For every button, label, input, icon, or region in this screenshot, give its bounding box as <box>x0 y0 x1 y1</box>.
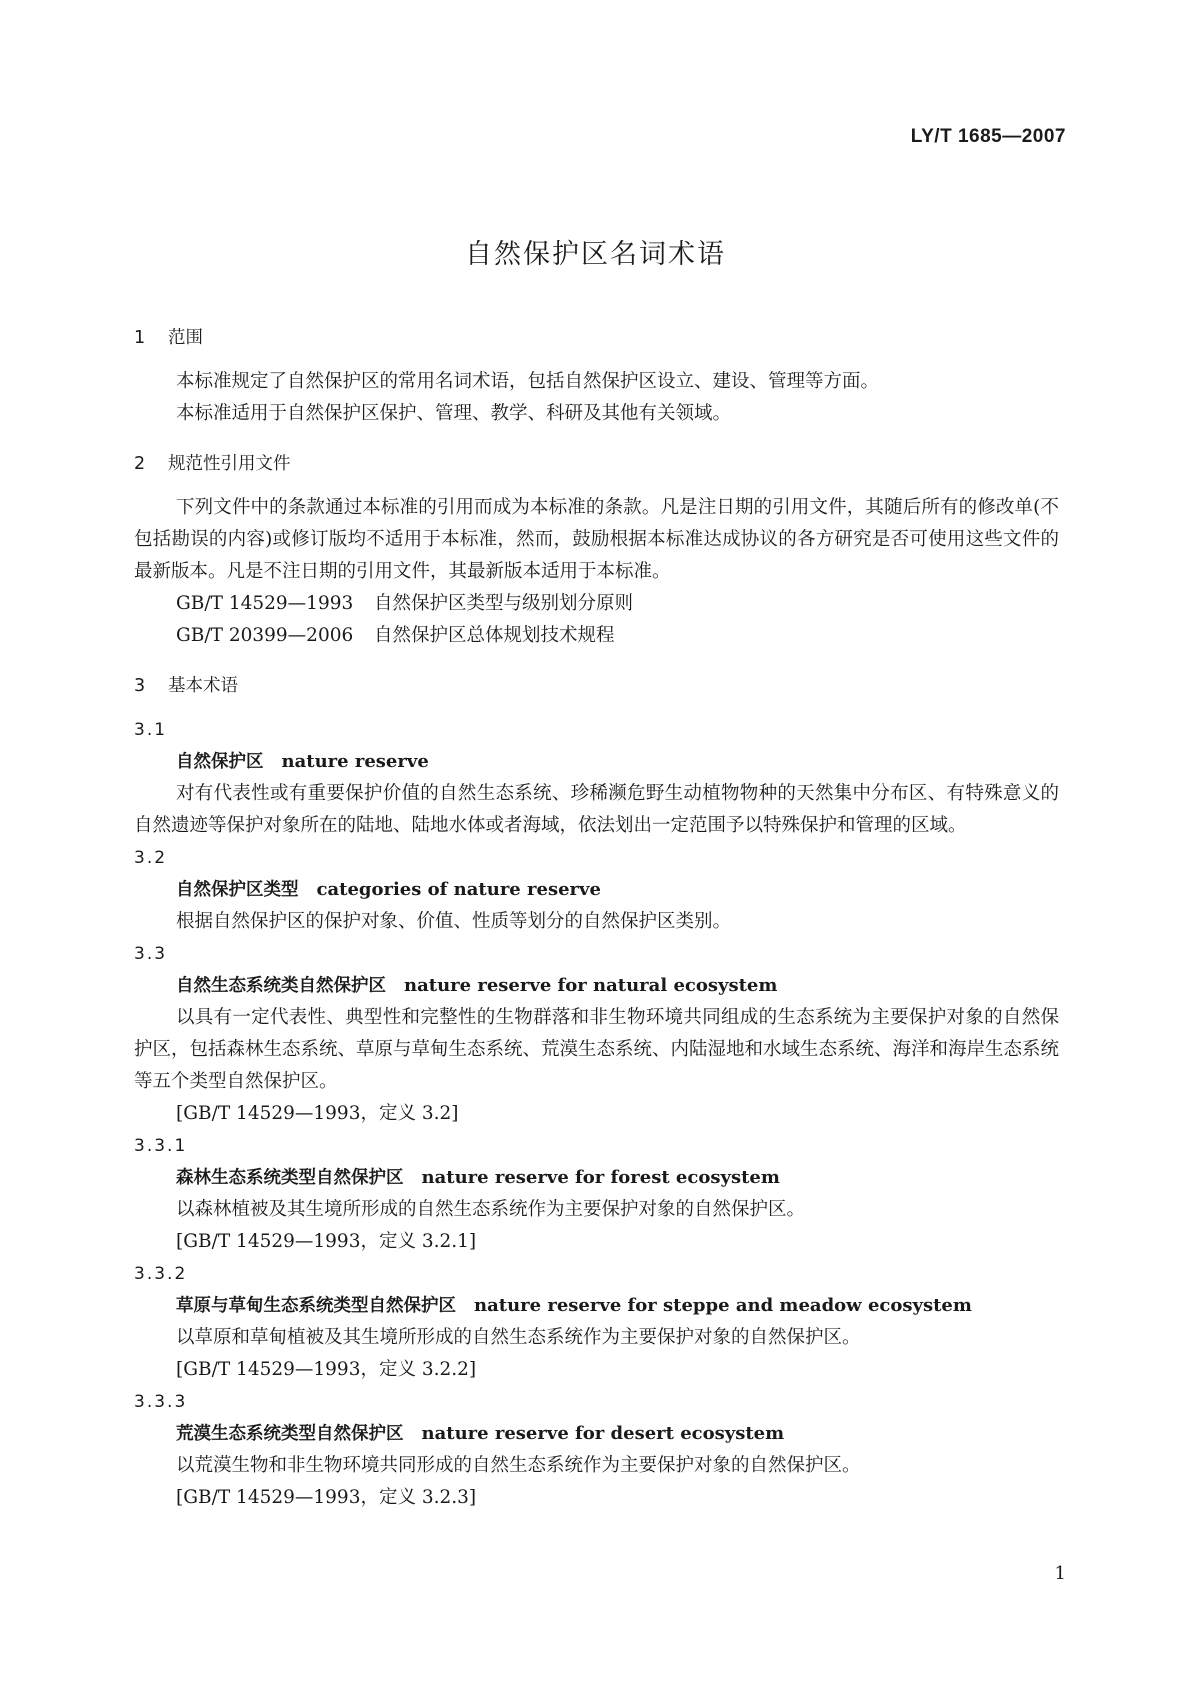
reference-item <box>134 588 1059 620</box>
term-english: nature reserve for desert ecosystem <box>421 1423 785 1444</box>
section-title: 规范性引用文件 <box>168 454 291 474</box>
reference-title: 自然保护区类型与级别划分原则 <box>374 593 634 614</box>
term-definition: 根据自然保护区的保护对象、价值、性质等划分的自然保护区类别。 <box>176 911 732 932</box>
page-number: 1 <box>1054 1563 1066 1584</box>
document-title: 自然保护区名词术语 <box>465 239 726 270</box>
section-heading <box>134 322 1059 354</box>
document-body <box>134 322 1059 1514</box>
term-number: 3.3.2 <box>134 1264 188 1284</box>
standard-code: LY/T 1685—2007 <box>910 126 1066 147</box>
term-english: categories of nature reserve <box>316 879 601 900</box>
term-english: nature reserve for natural ecosystem <box>404 975 778 996</box>
section-title: 基本术语 <box>168 676 238 696</box>
paragraph: 下列文件中的条款通过本标准的引用而成为本标准的条款。凡是注日期的引用文件，其随后所有的修改单(不包括勘误的内容)或修订版均不适用于本标准，然而，鼓励根据本标准达成协议的各方研究是否可使用这些文件的最新版本。凡是不注日期的引用文件，其最新版本适用于本标准。 <box>134 497 1059 582</box>
term-number: 3.3.3 <box>134 1392 188 1412</box>
term-english: nature reserve for forest ecosystem <box>421 1167 780 1188</box>
section-heading <box>134 448 1059 480</box>
term-entry <box>134 746 1059 778</box>
term-chinese: 草原与草甸生态系统类型自然保护区 <box>176 1296 456 1316</box>
section-number: 1 <box>134 328 146 348</box>
section-heading <box>134 670 1059 702</box>
section-title: 范围 <box>168 328 203 348</box>
term-number: 3.3 <box>134 944 168 964</box>
paragraph: 本标准适用于自然保护区保护、管理、教学、科研及其他有关领域。 <box>176 403 732 424</box>
term-number: 3.2 <box>134 848 168 868</box>
reference-item <box>134 620 1059 652</box>
term-number: 3.1 <box>134 720 168 740</box>
term-entry <box>134 1290 1059 1322</box>
term-chinese: 荒漠生态系统类型自然保护区 <box>176 1424 404 1444</box>
term-source: [GB/T 14529—1993，定义 3.2.2] <box>176 1359 477 1380</box>
term-number: 3.3.1 <box>134 1136 188 1156</box>
term-chinese: 自然生态系统类自然保护区 <box>176 976 386 996</box>
term-entry <box>134 970 1059 1002</box>
term-entry <box>134 1162 1059 1194</box>
term-chinese: 自然保护区类型 <box>176 880 299 900</box>
reference-code: GB/T 20399—2006 <box>176 625 354 646</box>
term-entry <box>134 874 1059 906</box>
term-definition: 以草原和草甸植被及其生境所形成的自然生态系统作为主要保护对象的自然保护区。 <box>176 1327 861 1348</box>
reference-title: 自然保护区总体规划技术规程 <box>374 625 615 646</box>
term-source: [GB/T 14529—1993，定义 3.2.1] <box>176 1231 477 1252</box>
term-chinese: 自然保护区 <box>176 752 264 772</box>
term-definition: 以森林植被及其生境所形成的自然生态系统作为主要保护对象的自然保护区。 <box>176 1199 806 1220</box>
term-definition: 以具有一定代表性、典型性和完整性的生物群落和非生物环境共同组成的生态系统为主要保护对象的自然保护区，包括森林生态系统、草原与草甸生态系统、荒漠生态系统、内陆湿地和水域生态系统、海洋和海岸生态系统等五个类型自然保护区。 <box>134 1007 1060 1092</box>
term-chinese: 森林生态系统类型自然保护区 <box>176 1168 404 1188</box>
section-number: 3 <box>134 676 146 696</box>
term-definition: 以荒漠生物和非生物环境共同形成的自然生态系统作为主要保护对象的自然保护区。 <box>176 1455 861 1476</box>
paragraph: 本标准规定了自然保护区的常用名词术语，包括自然保护区设立、建设、管理等方面。 <box>176 371 880 392</box>
term-english: nature reserve for steppe and meadow ecosystem <box>474 1295 972 1316</box>
section-number: 2 <box>134 454 146 474</box>
term-entry <box>134 1418 1059 1450</box>
term-source: [GB/T 14529—1993，定义 3.2.3] <box>176 1487 477 1508</box>
term-source: [GB/T 14529—1993，定义 3.2] <box>176 1103 459 1124</box>
reference-code: GB/T 14529—1993 <box>176 593 354 614</box>
term-definition: 对有代表性或有重要保护价值的自然生态系统、珍稀濒危野生动植物物种的天然集中分布区、有特殊意义的自然遗迹等保护对象所在的陆地、陆地水体或者海域，依法划出一定范围予以特殊保护和管理的区域。 <box>134 783 1059 836</box>
term-english: nature reserve <box>281 751 429 772</box>
